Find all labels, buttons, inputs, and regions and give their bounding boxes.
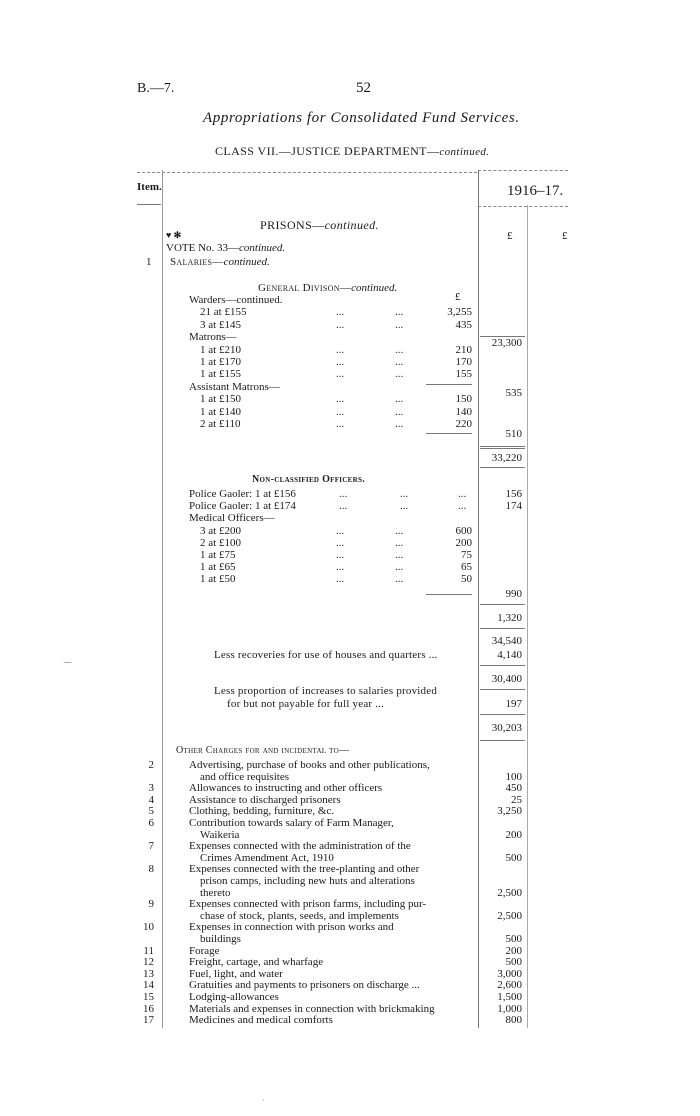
leader-dots: ... — [395, 368, 404, 380]
row-amount: 435 — [455, 319, 472, 331]
charge-amount: 500 — [505, 933, 522, 945]
rule — [426, 594, 472, 595]
item-number: 14 — [143, 979, 154, 991]
row-amount: 140 — [455, 406, 472, 418]
charge-amount: 200 — [505, 945, 522, 957]
charge-amount: 1,000 — [497, 1003, 522, 1015]
row-label: 3 at £145 — [200, 319, 241, 331]
rule — [480, 467, 525, 468]
rule — [480, 665, 525, 666]
leader-dots: ... — [336, 549, 345, 561]
leader-dots: ... — [395, 393, 404, 405]
charge-description: Crimes Amendment Act, 1910 — [200, 852, 334, 864]
row-label: 21 at £155 — [200, 306, 247, 318]
year-heading: 1916–17. — [507, 183, 564, 199]
charge-description: Advertising, purchase of books and other publications, — [189, 759, 430, 771]
rule — [426, 433, 472, 434]
less-proportion-amount: 197 — [505, 698, 522, 710]
vote-continued: continued. — [239, 242, 286, 254]
row-label: 1 at £65 — [200, 561, 236, 573]
leader-dots: ... — [395, 537, 404, 549]
charge-description: thereto — [200, 887, 231, 899]
row-label: Police Gaoler: 1 at £174 — [189, 500, 296, 512]
leader-dots: ... — [336, 306, 345, 318]
leader-dots: ... — [336, 344, 345, 356]
charge-description: prison camps, including new huts and alterations — [200, 875, 415, 887]
charge-description: Assistance to discharged prisoners — [189, 794, 341, 806]
leader-dots: ... — [395, 549, 404, 561]
row-total: 174 — [505, 500, 522, 512]
leader-dots: ... — [336, 418, 345, 430]
general-subtotal: 510 — [505, 428, 522, 440]
less-recoveries-amount: 4,140 — [497, 649, 522, 661]
item-number: 4 — [148, 794, 154, 806]
charge-description: Allowances to instructing and other officers — [189, 782, 383, 794]
item-column-label: Item. — [137, 181, 162, 193]
row-total: 535 — [505, 387, 522, 399]
nonclassified-total: 1,320 — [497, 612, 522, 624]
charge-description: Expenses connected with prison farms, including pur- — [189, 898, 427, 910]
pound-sign-column-1: £ — [507, 230, 513, 242]
item-rule — [137, 204, 161, 205]
general-division-heading — [258, 282, 397, 294]
row-amount: 150 — [455, 393, 472, 405]
leader-dots: ... — [395, 561, 404, 573]
salaries-line — [170, 256, 270, 268]
header-rule-dashed — [137, 172, 477, 173]
row-total: 156 — [505, 488, 522, 500]
item-number: 7 — [148, 840, 154, 852]
row-label: 2 at £100 — [200, 537, 241, 549]
rule — [480, 448, 525, 449]
leader-dots: ... — [395, 573, 404, 585]
less-proportion-label-line-2: for but not payable for full year ... — [227, 698, 385, 710]
vote-text: VOTE No. 33— — [166, 242, 240, 254]
leader-dots: ... — [458, 488, 467, 500]
leader-dots: ... — [400, 488, 409, 500]
charge-amount: 3,000 — [497, 968, 522, 980]
leader-dots: ... — [395, 344, 404, 356]
item-number: 16 — [143, 1003, 154, 1015]
row-label: 1 at £210 — [200, 344, 241, 356]
item-number: 15 — [143, 991, 154, 1003]
gross-total: 34,540 — [491, 635, 522, 647]
row-label: 1 at £50 — [200, 573, 236, 585]
charge-description: chase of stock, plants, seeds, and implements — [200, 910, 399, 922]
less-proportion-label-line-1: Less proportion of increases to salaries provided — [214, 685, 438, 697]
charge-description: Clothing, bedding, furniture, &c. — [189, 805, 335, 817]
rule — [480, 714, 525, 715]
class-title: CLASS VII.—JUSTICE DEPARTMENT— — [215, 144, 440, 158]
charge-description: buildings — [200, 933, 241, 945]
charge-description: and office requisites — [200, 771, 289, 783]
charge-amount: 25 — [511, 794, 522, 806]
row-amount: 75 — [461, 549, 472, 561]
general-division-text: General Divison— — [258, 282, 352, 294]
leader-dots: ... — [336, 319, 345, 331]
row-amount: 220 — [455, 418, 472, 430]
item-number: 12 — [143, 956, 154, 968]
row-label: Assistant Matrons— — [189, 381, 280, 393]
charge-description: Lodging-allowances — [189, 991, 279, 1003]
charge-description: Forage — [189, 945, 220, 957]
item-number: 2 — [148, 759, 154, 771]
charge-amount: 500 — [505, 956, 522, 968]
item-number: 17 — [143, 1014, 154, 1026]
row-total: 23,300 — [491, 337, 522, 349]
leader-dots: ... — [395, 356, 404, 368]
item-number: 3 — [148, 782, 154, 794]
rule — [480, 689, 525, 690]
row-label: 1 at £140 — [200, 406, 241, 418]
rule — [426, 384, 472, 385]
nonclassified-subtotal: 990 — [505, 588, 522, 600]
section-title-continued: continued. — [324, 218, 379, 232]
leader-dots: ... — [336, 356, 345, 368]
leader-dots: ... — [339, 488, 348, 500]
leader-dots: ... — [336, 525, 345, 537]
row-amount: 170 — [455, 356, 472, 368]
charge-description: Waikeria — [200, 829, 240, 841]
item-number: 9 — [148, 898, 154, 910]
row-amount: 200 — [455, 537, 472, 549]
leader-dots: ... — [400, 500, 409, 512]
row-amount: 50 — [461, 573, 472, 585]
leader-dots: ... — [395, 319, 404, 331]
charge-description: Contribution towards salary of Farm Manager, — [189, 817, 394, 829]
general-division-continued: continued. — [351, 282, 398, 294]
vote-line — [166, 242, 285, 254]
year-underline — [478, 206, 568, 207]
leader-dots: ... — [395, 418, 404, 430]
item-number: 5 — [148, 805, 154, 817]
row-amount: 210 — [455, 344, 472, 356]
class-heading — [215, 144, 489, 159]
salaries-continued: continued. — [223, 256, 270, 268]
charge-amount: 2,500 — [497, 910, 522, 922]
charge-description: Medicines and medical comforts — [189, 1014, 333, 1026]
leader-dots: ... — [458, 500, 467, 512]
row-label: 1 at £150 — [200, 393, 241, 405]
page-title: Appropriations for Consolidated Fund Services. — [203, 110, 520, 126]
section-title — [260, 219, 379, 232]
charge-description: Expenses connected with the tree-planting and other — [189, 863, 420, 875]
section-title-text: PRISONS— — [260, 218, 325, 232]
charge-amount: 1,500 — [497, 991, 522, 1003]
row-label: 2 at £110 — [200, 418, 241, 430]
hand-mark-icon: ♥ ✻ — [166, 230, 182, 240]
charge-description: Freight, cartage, and wharfage — [189, 956, 324, 968]
item-column-border — [162, 170, 163, 1028]
leader-dots: ... — [336, 561, 345, 573]
leader-dots: ... — [395, 406, 404, 418]
margin-mark: ‿ — [64, 653, 72, 663]
charge-description: Gratuities and payments to prisoners on discharge ... — [189, 979, 420, 991]
nonclassified-heading: Non-classified Officers. — [252, 474, 365, 485]
leader-dots: ... — [395, 306, 404, 318]
rule — [480, 336, 525, 337]
row-amount: 155 — [455, 368, 472, 380]
charge-description: Fuel, light, and water — [189, 968, 283, 980]
class-continued: continued. — [439, 146, 490, 158]
leader-dots: ... — [336, 368, 345, 380]
item-number: 6 — [148, 817, 154, 829]
page-number: 52 — [356, 80, 371, 96]
charge-amount: 200 — [505, 829, 522, 841]
row-amount: 600 — [455, 525, 472, 537]
charge-amount: 800 — [505, 1014, 522, 1026]
pound-sign-column-2: £ — [562, 230, 568, 242]
leader-dots: ... — [336, 406, 345, 418]
leader-dots: ... — [339, 500, 348, 512]
row-label: Police Gaoler: 1 at £156 — [189, 488, 296, 500]
item-number: 1 — [146, 256, 152, 268]
row-label: 1 at £155 — [200, 368, 241, 380]
row-label: 3 at £200 — [200, 525, 241, 537]
leader-dots: ... — [336, 537, 345, 549]
total-column-border — [527, 205, 528, 1028]
charge-description: Expenses in connection with prison works and — [189, 921, 394, 933]
item-number: 10 — [143, 921, 154, 933]
leader-dots: ... — [336, 393, 345, 405]
general-pound-sign: £ — [455, 291, 461, 303]
charge-amount: 450 — [505, 782, 522, 794]
rule — [480, 604, 525, 605]
charge-description: Expenses connected with the administration of the — [189, 840, 411, 852]
row-amount: 3,255 — [447, 306, 472, 318]
charge-amount: 2,600 — [497, 979, 522, 991]
less-recoveries-label: Less recoveries for use of houses and quarters ... — [214, 649, 438, 661]
year-rule-dashed — [478, 170, 568, 171]
row-label: Warders—continued. — [189, 294, 283, 306]
rule — [480, 446, 525, 447]
item-number: 13 — [143, 968, 154, 980]
row-label: 1 at £75 — [200, 549, 236, 561]
net-total: 30,400 — [491, 673, 522, 685]
charge-amount: 3,250 — [497, 805, 522, 817]
charge-amount: 2,500 — [497, 887, 522, 899]
charge-description: Materials and expenses in connection with brickmaking — [189, 1003, 435, 1015]
leader-dots: ... — [395, 525, 404, 537]
final-salaries-total: 30,203 — [491, 722, 522, 734]
rule — [480, 628, 525, 629]
rule — [480, 740, 525, 741]
charge-amount: 500 — [505, 852, 522, 864]
general-total: 33,220 — [491, 452, 522, 464]
other-charges-heading: Other Charges for and incidental to— — [176, 745, 350, 756]
item-number: 8 — [148, 863, 154, 875]
row-label: Matrons— — [189, 331, 237, 343]
salaries-text: Salaries— — [170, 256, 224, 268]
leader-dots: ... — [336, 573, 345, 585]
margin-mark: · — [262, 1096, 265, 1105]
row-amount: 65 — [461, 561, 472, 573]
row-label: 1 at £170 — [200, 356, 241, 368]
charge-amount: 100 — [505, 771, 522, 783]
item-number: 11 — [143, 945, 154, 957]
document-reference: B.—7. — [137, 81, 175, 96]
row-label: Medical Officers— — [189, 512, 275, 524]
